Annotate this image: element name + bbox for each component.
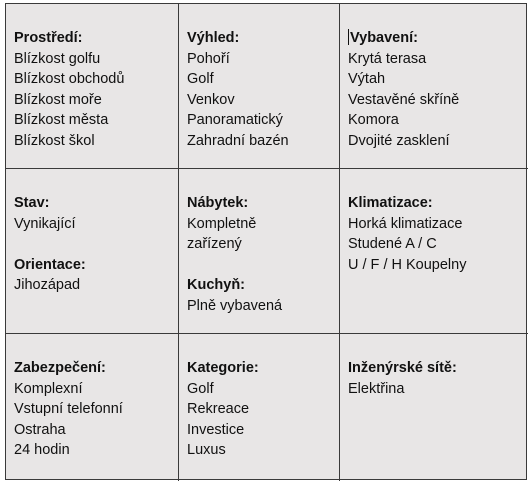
zabezpeceni-item: Komplexní xyxy=(14,380,83,397)
nabytek-item: zařízený xyxy=(187,236,242,252)
vybaveni-item: Vestavěné skříně xyxy=(348,91,460,108)
cell-stav-orientace xyxy=(6,169,179,334)
zabezpeceni-item: 24 hodin xyxy=(14,442,70,458)
vyhled-item: Zahradní bazén xyxy=(187,132,289,149)
kategorie-item: Luxus xyxy=(187,442,226,458)
vyhled-item: Pohoří xyxy=(187,50,230,67)
vybaveni-heading: Vybavení: xyxy=(350,30,418,46)
cell-kategorie xyxy=(179,334,340,481)
klimatizace-item: U / F / H Koupelny xyxy=(348,256,467,273)
cell-prostredi xyxy=(6,4,179,169)
property-features-table xyxy=(5,3,527,480)
cell-vyhled xyxy=(179,4,340,169)
nabytek-heading: Nábytek: xyxy=(187,195,249,211)
kategorie-item: Investice xyxy=(187,421,245,438)
cell-klimatizace xyxy=(340,169,528,334)
text-cursor xyxy=(348,29,349,45)
prostredi-item: Blízkost obchodů xyxy=(14,71,125,87)
cell-zabezpeceni xyxy=(6,334,179,481)
kategorie-item: Rekreace xyxy=(187,401,250,417)
vybaveni-item: Komora xyxy=(348,112,399,128)
kategorie-item: Golf xyxy=(187,380,214,397)
prostredi-item: Blízkost moře xyxy=(14,91,102,108)
orientace-heading: Orientace: xyxy=(14,256,86,273)
vyhled-item: Panoramatický xyxy=(187,112,283,128)
vybaveni-item: Krytá terasa xyxy=(348,50,427,67)
zabezpeceni-heading: Zabezpečení: xyxy=(14,360,106,376)
kategorie-heading: Kategorie: xyxy=(187,360,259,376)
site-heading: Inženýrské sítě: xyxy=(348,360,457,376)
prostredi-heading: Prostředí: xyxy=(14,30,83,46)
prostredi-item: Blízkost města xyxy=(14,112,109,128)
cell-inzenyrske-site xyxy=(340,334,528,481)
kuchyn-heading: Kuchyň: xyxy=(187,277,245,293)
kuchyn-item: Plně vybavená xyxy=(187,297,283,314)
klimatizace-heading: Klimatizace: xyxy=(348,195,433,211)
zabezpeceni-item: Ostraha xyxy=(14,421,66,438)
stav-item: Vynikající xyxy=(14,215,76,232)
prostredi-item: Blízkost škol xyxy=(14,132,95,149)
stav-heading: Stav: xyxy=(14,195,50,211)
vyhled-heading: Výhled: xyxy=(187,30,240,46)
cell-nabytek-kuchyn xyxy=(179,169,340,334)
klimatizace-item: Horká klimatizace xyxy=(348,215,463,232)
site-item: Elektřina xyxy=(348,380,405,397)
vyhled-item: Golf xyxy=(187,71,214,87)
klimatizace-item: Studené A / C xyxy=(348,236,437,252)
vybaveni-item: Výtah xyxy=(348,71,386,87)
vybaveni-item: Dvojité zasklení xyxy=(348,132,450,149)
nabytek-item: Kompletně xyxy=(187,215,257,232)
orientace-item: Jihozápad xyxy=(14,277,81,293)
cell-vybaveni[interactable] xyxy=(340,4,528,169)
vyhled-item: Venkov xyxy=(187,91,235,108)
prostredi-item: Blízkost golfu xyxy=(14,50,101,67)
zabezpeceni-item: Vstupní telefonní xyxy=(14,401,123,417)
